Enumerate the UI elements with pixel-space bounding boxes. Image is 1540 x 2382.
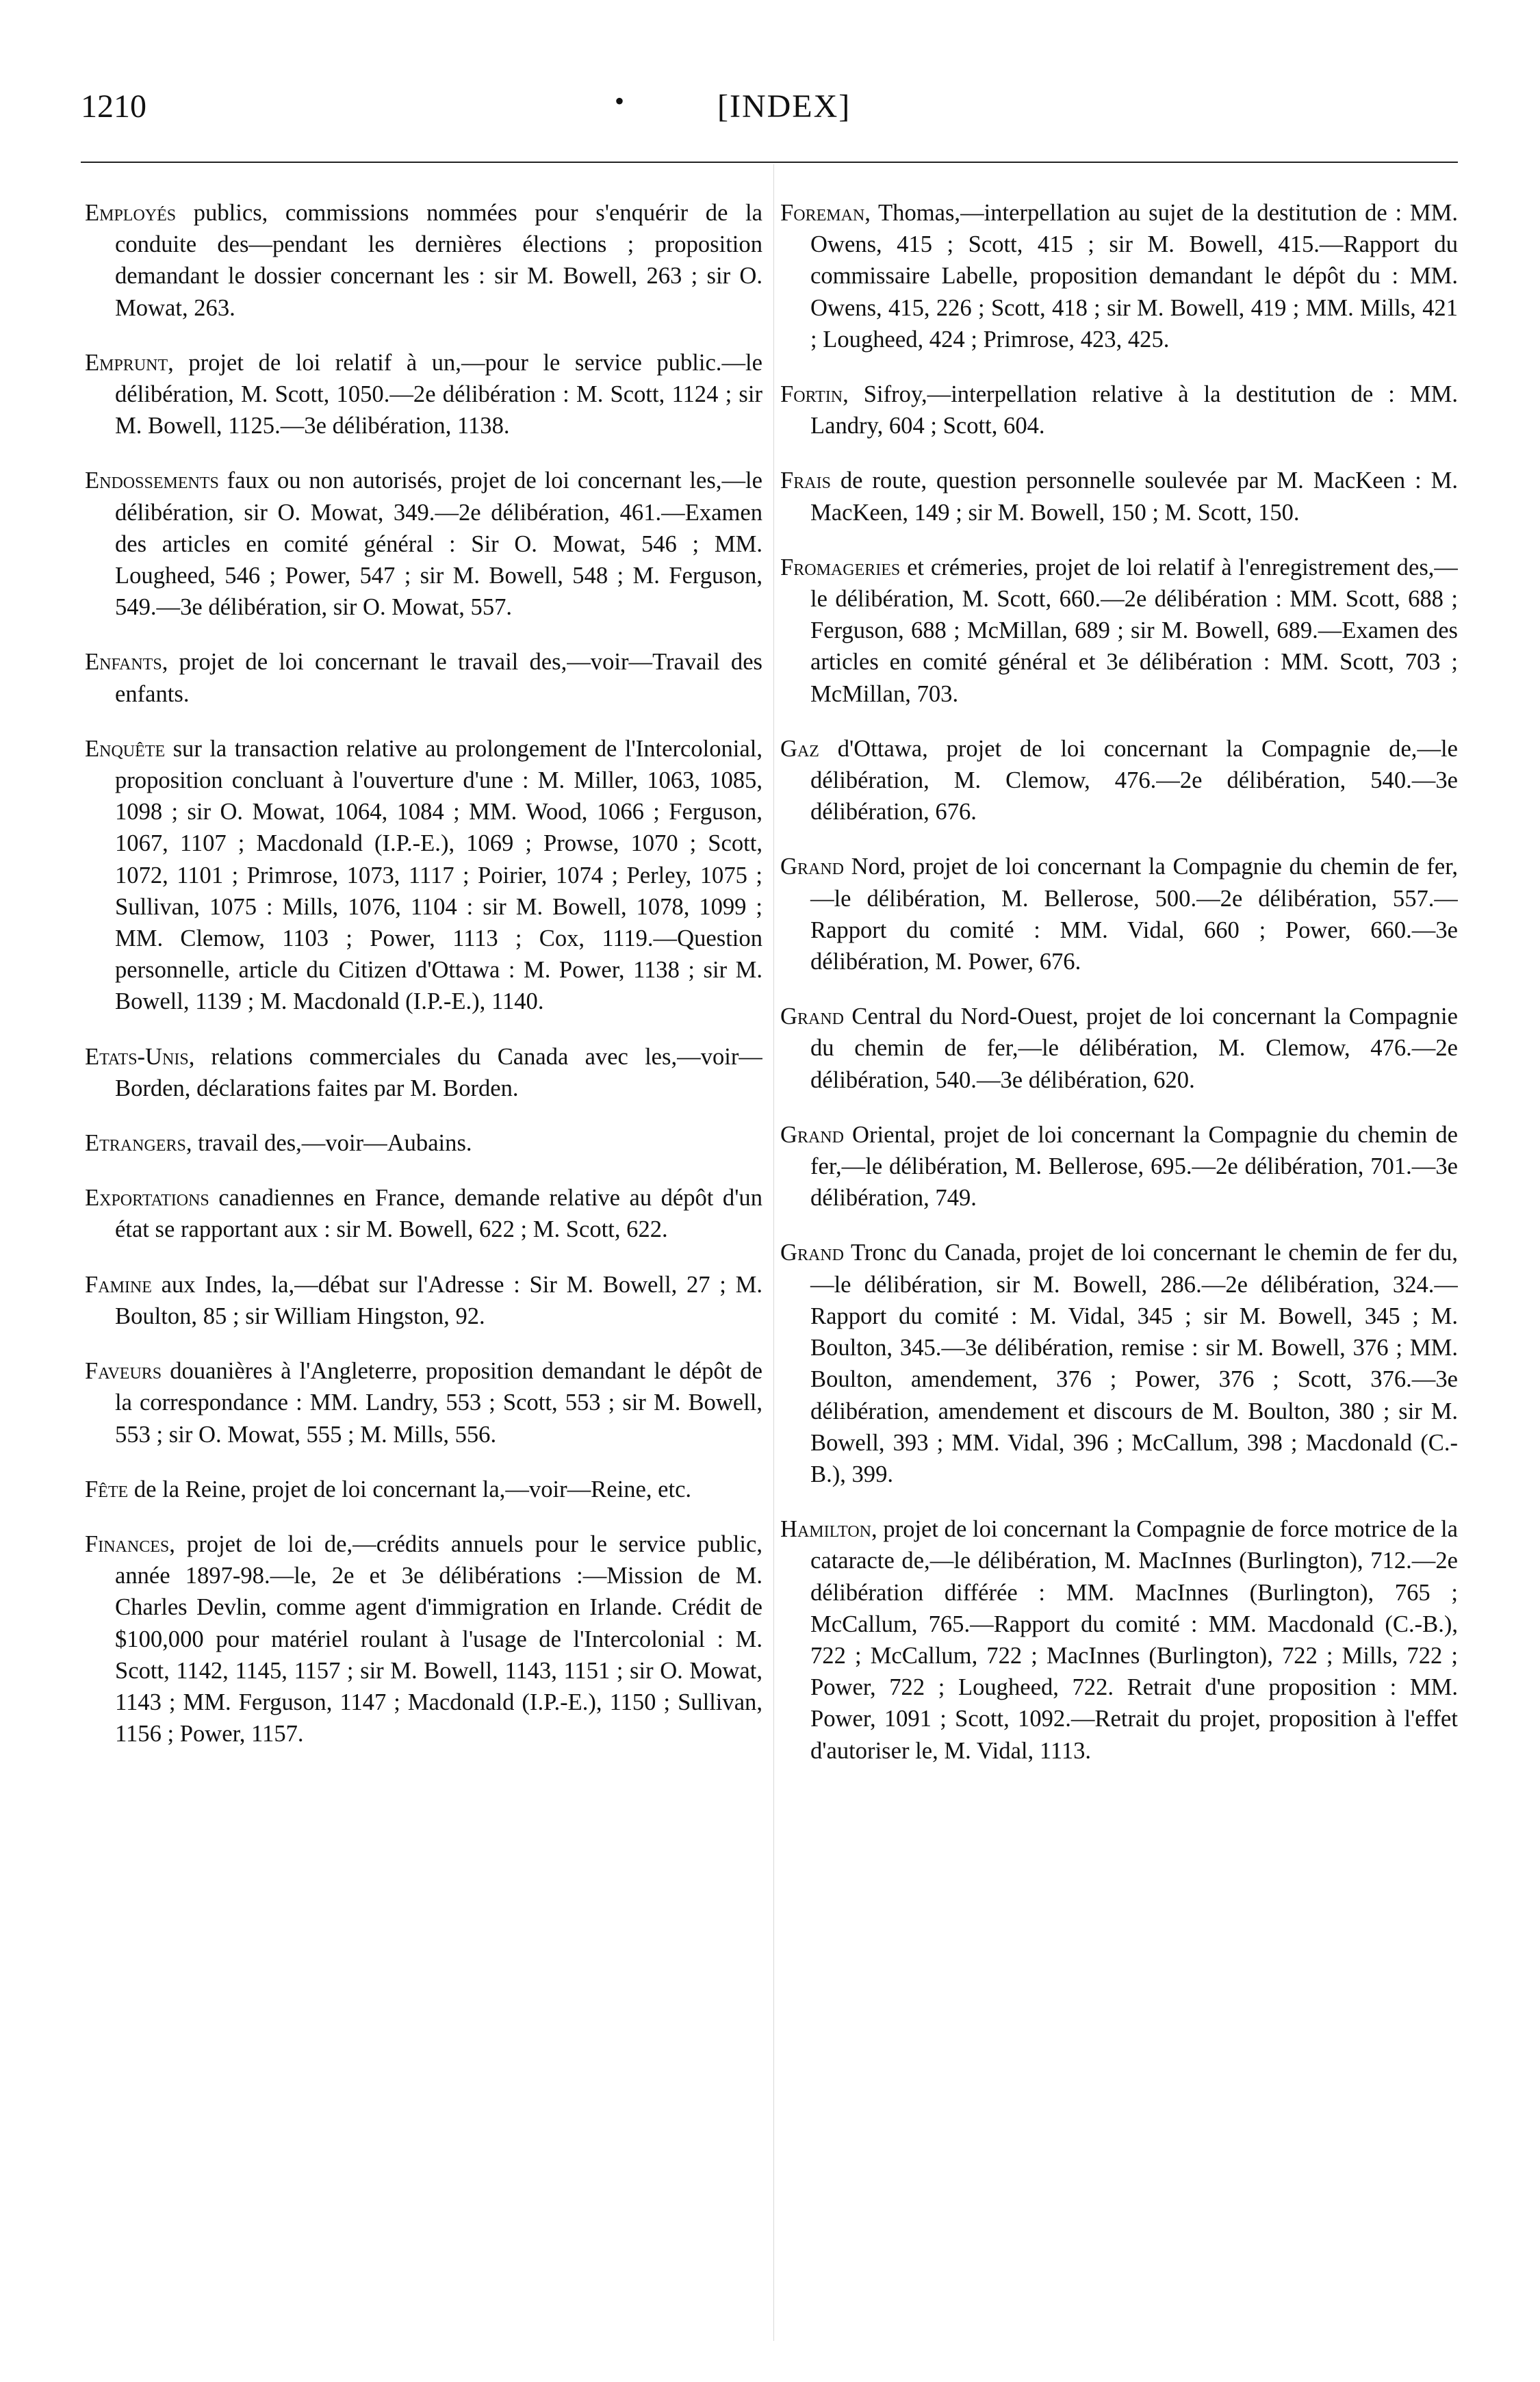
index-entry xyxy=(85,1127,762,1159)
page-number: 1210 xyxy=(81,88,146,125)
entry-text: aux Indes, la,—débat sur l'Adresse : Sir M. Bowell, 27 ; M. Boulton, 85 ; sir William Hingston, 92. xyxy=(115,1271,762,1329)
entry-text: douanières à l'Angleterre, proposition demandant le dépôt de la correspondance : MM. Landry, 553 ; Scott, 553 ; sir M. Bowell, 553 ; sir O. Mowat, 555 ; M. Mills, 556. xyxy=(115,1358,762,1448)
entry-text: , Sifroy,—interpellation relative à la destitution de : MM. Landry, 604 ; Scott, 604. xyxy=(810,381,1458,439)
index-entry xyxy=(780,1237,1458,1490)
index-entry xyxy=(85,1182,762,1245)
entry-heading: Foreman xyxy=(780,200,865,226)
entry-text: de la Reine, projet de loi concernant la,—voir—Reine, etc. xyxy=(128,1476,692,1502)
index-entry xyxy=(85,733,762,1018)
index-entry xyxy=(780,733,1458,828)
entry-heading: Fortin xyxy=(780,381,843,408)
index-entry xyxy=(85,197,762,324)
entry-text: d'Ottawa, projet de loi concernant la Compagnie de,—le délibération, M. Clemow, 476.—2e délibération, 540.—3e délibération, 676. xyxy=(810,735,1458,825)
entry-heading: Grand xyxy=(780,854,844,880)
entry-text: Oriental, projet de loi concernant la Compagnie du chemin de fer,—le délibération, M. Bellerose, 695.—2e délibération, 701.—3e délibération, 749. xyxy=(810,1121,1458,1212)
entry-text: et crémeries, projet de loi relatif à l'enregistrement des,—le délibération, M. Scott, 660.—2e délibération : MM. Scott, 688 ; Ferguson, 688 ; McMillan, 689 ; sir M. Bowell, 689.—Examen des articles en comité général et 3e délibération : MM. Scott, 703 ; McMillan, 703. xyxy=(810,554,1458,707)
entry-heading: Faveurs xyxy=(85,1358,162,1385)
entry-heading: Employés xyxy=(85,200,177,226)
entry-heading: Fête xyxy=(85,1476,129,1502)
index-entry xyxy=(85,1474,762,1505)
entry-text: Tronc du Canada, projet de loi concernant le chemin de fer du,—le délibération, sir M. Bowell, 286.—2e délibération, 324.—Rapport du comité : M. Vidal, 345 ; sir M. Bowell, 345 ; M. Boulton, 345.—3e délibération, remise : sir M. Bowell, 376 ; MM. Boulton, amendement, 376 ; Power, 376 ; Scott, 376.—3e délibération, amendement et discours de M. Boulton, 380 ; sir M. Bowell, 393 ; MM. Vidal, 396 ; McCallum, 398 ; Macdonald (C.-B.), 399. xyxy=(810,1240,1458,1487)
index-entry xyxy=(780,465,1458,528)
index-entry xyxy=(780,1001,1458,1096)
index-entry xyxy=(85,1355,762,1450)
page-header xyxy=(81,74,1458,129)
entry-heading: Enquête xyxy=(85,735,166,762)
index-column-right xyxy=(780,197,1458,2340)
entry-heading: Fromageries xyxy=(780,554,901,580)
entry-text: , projet de loi concernant le travail des,—voir—Travail des enfants. xyxy=(115,649,762,707)
entry-text: sur la transaction relative au prolongement de l'Intercolonial, proposition concluant à l'ouverture d'une : M. Miller, 1063, 1085, 1098 ; sir O. Mowat, 1064, 1084 ; MM. Wood, 1066 ; Ferguson, 1067, 1107 ; Macdonald (I.P.-E.), 1069 ; Prowse, 1070 ; Scott, 1072, 1101 ; Primrose, 1073, 1117 ; Poirier, 1074 ; Perley, 1075 ; Sullivan, 1075 : Mills, 1076, 1104 : sir M. Bowell, 1078, 1099 ; MM. Clemow, 1103 ; Power, 1113 ; Cox, 1119.—Question personnelle, article du Citizen d'Ottawa : M. Power, 1138 ; sir M. Bowell, 1139 ; M. Macdonald (I.P.-E.), 1140. xyxy=(115,735,762,1015)
entry-text: faux ou non autorisés, projet de loi concernant les,—le délibération, sir O. Mowat, 349.—2e délibération, 461.—Examen des articles en comité général : Sir O. Mowat, 546 ; MM. Lougheed, 546 ; Power, 547 ; sir M. Bowell, 548 ; M. Ferguson, 549.—3e délibération, sir O. Mowat, 557. xyxy=(115,468,762,621)
entry-heading: Grand xyxy=(780,1121,844,1148)
header-bullet: • xyxy=(615,86,625,116)
entry-text: , travail des,—voir—Aubains. xyxy=(185,1130,472,1157)
index-entry xyxy=(85,1528,762,1750)
entry-text: , Thomas,—interpellation au sujet de la destitution de : MM. Owens, 415 ; Scott, 415 ; sir M. Bowell, 415.—Rapport du commissaire Labelle, proposition demandant le dépôt du : MM. Owens, 415, 226 ; Scott, 418 ; sir M. Bowell, 419 ; MM. Mills, 421 ; Lougheed, 424 ; Primrose, 423, 425. xyxy=(810,200,1458,353)
entry-heading: Grand xyxy=(780,1240,844,1266)
entry-heading: Etrangers xyxy=(85,1130,186,1157)
entry-heading: Finances xyxy=(85,1531,170,1557)
index-entry xyxy=(780,379,1458,441)
index-entry xyxy=(85,465,762,623)
entry-heading: Exportations xyxy=(85,1185,209,1212)
entry-heading: Emprunt xyxy=(85,349,168,376)
entry-text: , projet de loi de,—crédits annuels pour le service public, année 1897-98.—le, 2e et 3e délibérations :—Mission de M. Charles Devlin, comme agent d'immigration en Irlande. Crédit de $100,000 pour matériel roulant à l'usage de l'Intercolonial : M. Scott, 1142, 1145, 1157 ; sir M. Bowell, 1143, 1151 ; sir O. Mowat, 1143 ; MM. Ferguson, 1147 ; Macdonald (I.P.-E.), 1150 ; Sullivan, 1156 ; Power, 1157. xyxy=(115,1531,762,1747)
entry-text: Nord, projet de loi concernant la Compagnie du chemin de fer,—le délibération, M. Bellerose, 500.—2e délibération, 557.—Rapport du comité : MM. Vidal, 660 ; Power, 660.—3e délibération, M. Power, 676. xyxy=(810,854,1458,975)
running-title: [INDEX] xyxy=(717,88,851,125)
entry-text: publics, commissions nommées pour s'enquérir de la conduite des—pendant les dernières élections ; proposition demandant le dossier concernant les : sir M. Bowell, 263 ; sir O. Mowat, 263. xyxy=(115,200,762,321)
entry-text: de route, question personnelle soulevée par M. MacKeen : M. MacKeen, 149 ; sir M. Bowell, 150 ; M. Scott, 150. xyxy=(810,468,1458,526)
index-entry xyxy=(780,1513,1458,1767)
index-entry xyxy=(85,1269,762,1332)
header-rule xyxy=(81,162,1458,163)
index-column-left xyxy=(85,197,762,2340)
entry-heading: Grand xyxy=(780,1003,844,1030)
entry-heading: Enfants xyxy=(85,649,162,676)
entry-heading: Famine xyxy=(85,1271,152,1298)
entry-text: , projet de loi relatif à un,—pour le service public.—le délibération, M. Scott, 1050.—2e délibération : M. Scott, 1124 ; sir M. Bowell, 1125.—3e délibération, 1138. xyxy=(115,349,762,439)
index-entry xyxy=(780,851,1458,977)
entry-heading: Etats-Unis xyxy=(85,1043,189,1070)
entry-heading: Frais xyxy=(780,468,831,494)
column-divider xyxy=(773,164,774,2341)
entry-heading: Endossements xyxy=(85,468,219,494)
index-entry xyxy=(85,1041,762,1104)
index-entry xyxy=(780,552,1458,710)
entry-text: canadiennes en France, demande relative au dépôt d'un état se rapportant aux : sir M. Bowell, 622 ; M. Scott, 622. xyxy=(115,1185,762,1243)
index-entry xyxy=(780,1119,1458,1214)
index-entry xyxy=(780,197,1458,355)
index-entry xyxy=(85,347,762,442)
index-entry xyxy=(85,646,762,709)
entry-text: Central du Nord-Ouest, projet de loi concernant la Compagnie du chemin de fer,—le délibération, M. Clemow, 476.—2e délibération, 540.—3e délibération, 620. xyxy=(810,1003,1458,1093)
entry-heading: Hamilton xyxy=(780,1516,871,1543)
entry-text: , projet de loi concernant la Compagnie de force motrice de la cataracte de,—le délibération, M. MacInnes (Burlington), 712.—2e délibération différée : MM. MacInnes (Burlington), 765 ; McCallum, 765.—Rapport du comité : MM. Macdonald (C.-B.), 722 ; McCallum, 722 ; MacInnes (Burlington), 722 ; Mills, 722 ; Power, 722 ; Lougheed, 722. Retrait d'une proposition : MM. Power, 1091 ; Scott, 1092.—Retrait du projet, proposition à l'effet d'autoriser le, M. Vidal, 1113. xyxy=(810,1516,1458,1764)
entry-heading: Gaz xyxy=(780,735,819,762)
entry-text: , relations commerciales du Canada avec les,—voir—Borden, déclarations faites par M. Borden. xyxy=(115,1043,762,1101)
